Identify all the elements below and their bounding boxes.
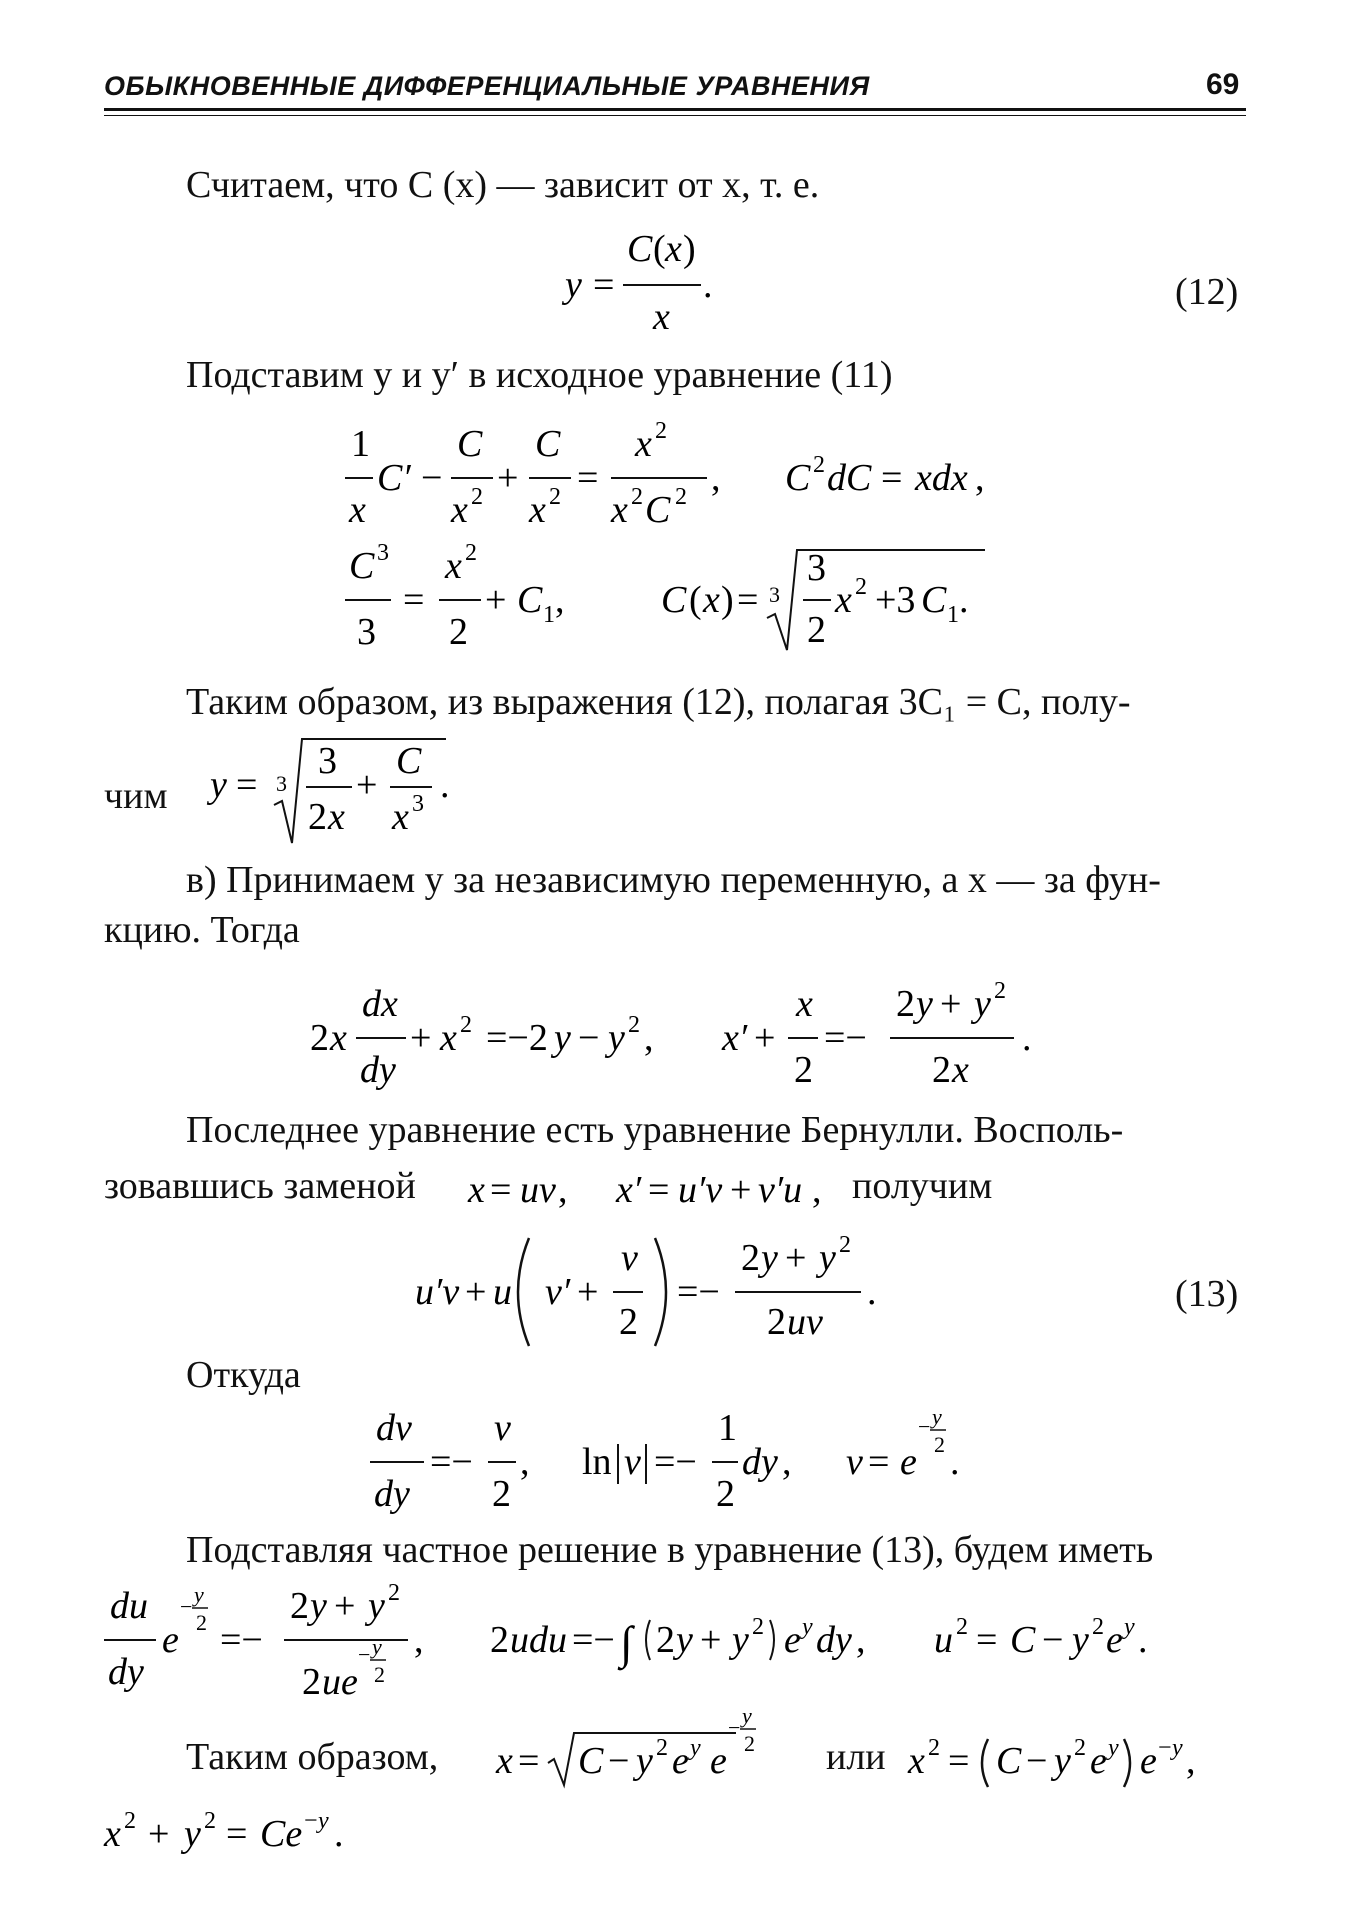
svg-text:2: 2	[492, 1473, 511, 1515]
svg-text:+: +	[465, 1271, 487, 1313]
svg-text:(: (	[653, 228, 666, 270]
svg-text:2: 2	[741, 1237, 760, 1279]
svg-text:y: y	[554, 1017, 571, 1059]
svg-text:3: 3	[377, 540, 389, 566]
equation-number-12: (12)	[1175, 271, 1239, 313]
equation-integration	[345, 538, 1025, 663]
equation-general-solution	[206, 733, 466, 858]
svg-text:2: 2	[896, 983, 915, 1025]
svg-text:y: y	[802, 1614, 813, 1640]
header-rule-thin	[104, 115, 1246, 116]
svg-text:1: 1	[947, 602, 959, 628]
equation-x-squared	[908, 1705, 1248, 1800]
svg-text:=−: =−	[430, 1441, 473, 1483]
svg-text:,: ,	[558, 1169, 568, 1211]
equation-substitution	[345, 418, 1025, 543]
svg-text:dv: dv	[376, 1407, 412, 1449]
svg-text:y: y	[194, 1582, 204, 1607]
svg-text:dy: dy	[360, 1049, 396, 1091]
svg-text:2: 2	[204, 1808, 216, 1834]
page-header-title: ОБЫКНОВЕННЫЕ ДИФФЕРЕНЦИАЛЬНЫЕ УРАВНЕНИЯ	[104, 71, 870, 101]
svg-text:3: 3	[357, 611, 376, 653]
svg-text:y: y	[636, 1740, 653, 1782]
svg-text:x: x	[445, 545, 462, 587]
svg-text:,: ,	[644, 1017, 654, 1059]
svg-text:,: ,	[555, 579, 565, 621]
svg-text:x: x	[796, 983, 813, 1025]
svg-text:3: 3	[412, 791, 424, 817]
svg-text:e: e	[900, 1441, 917, 1483]
svg-text:y: y	[676, 1619, 693, 1661]
svg-text:2: 2	[465, 540, 477, 566]
page-number: 69	[1206, 68, 1240, 101]
svg-text:.: .	[334, 1813, 344, 1855]
svg-text:=: =	[226, 1813, 248, 1855]
svg-text:e: e	[784, 1619, 801, 1661]
paragraph-4: в) Принимаем y за независимую переменную, а x — за фун-	[186, 859, 1161, 901]
svg-text:2: 2	[675, 484, 687, 510]
svg-text:C: C	[627, 228, 653, 270]
svg-text:2: 2	[549, 484, 561, 510]
svg-text:y: y	[310, 1585, 327, 1627]
svg-text:v: v	[846, 1441, 863, 1483]
svg-text:=: =	[881, 457, 903, 499]
svg-text:2: 2	[374, 1662, 385, 1687]
svg-text:x: x	[496, 1740, 513, 1782]
paragraph-6: Откуда	[186, 1354, 301, 1396]
svg-text:+: +	[485, 579, 507, 621]
svg-text:+: +	[148, 1813, 170, 1855]
svg-text:uv: uv	[787, 1301, 823, 1343]
svg-text:2: 2	[813, 452, 825, 478]
svg-text:C: C	[661, 579, 687, 621]
svg-text:+: +	[356, 764, 378, 806]
svg-text:y: y	[932, 1404, 942, 1429]
svg-text:−: −	[1026, 1740, 1048, 1782]
svg-text:=: =	[868, 1441, 890, 1483]
paragraph-5-end: получим	[852, 1165, 993, 1207]
svg-text:udu: udu	[510, 1619, 567, 1661]
paragraph-7: Подставляя частное решение в уравнение (13), будем иметь	[186, 1529, 1154, 1571]
svg-text:C: C	[921, 579, 947, 621]
svg-text:−: −	[578, 1017, 600, 1059]
svg-text:y: y	[690, 1735, 701, 1761]
svg-text:e: e	[1106, 1619, 1123, 1661]
svg-text:2: 2	[752, 1614, 764, 1640]
svg-text:2: 2	[449, 611, 468, 653]
svg-text:−: −	[1042, 1619, 1064, 1661]
svg-text:2: 2	[655, 418, 667, 444]
equation-number-13: (13)	[1175, 1273, 1239, 1315]
paragraph-5-cont: зовавшись заменой	[104, 1165, 416, 1207]
svg-text:=: =	[577, 457, 599, 499]
svg-text:C: C	[396, 740, 422, 782]
svg-text:x: x	[703, 579, 720, 621]
equation-final	[104, 1790, 424, 1875]
svg-text:ln: ln	[582, 1441, 612, 1483]
svg-text:2: 2	[656, 1735, 668, 1761]
paragraph-8-or: или	[826, 1736, 886, 1778]
svg-text:+: +	[754, 1017, 776, 1059]
equation-u-solution	[104, 1578, 1244, 1713]
svg-text:−: −	[918, 1414, 931, 1439]
svg-text:C: C	[645, 489, 671, 531]
svg-text:.: .	[703, 264, 713, 306]
svg-text:u: u	[934, 1619, 953, 1661]
equation-v-solution	[370, 1400, 990, 1525]
svg-text:x: x	[952, 1049, 969, 1091]
svg-text:,: ,	[520, 1441, 530, 1483]
svg-text:−: −	[608, 1740, 630, 1782]
svg-text:2: 2	[934, 1432, 945, 1457]
svg-text:y: y	[184, 1813, 201, 1855]
svg-text:x′: x′	[722, 1017, 748, 1059]
svg-text:−: −	[180, 1594, 193, 1619]
svg-text:): )	[683, 228, 696, 270]
svg-text:−: −	[728, 1715, 741, 1740]
svg-text:−: −	[421, 457, 443, 499]
svg-text:=: =	[737, 579, 759, 621]
svg-text:x: x	[330, 1017, 347, 1059]
svg-text:2: 2	[767, 1301, 786, 1343]
svg-text:.: .	[950, 1441, 960, 1483]
svg-text:y: y	[742, 1703, 752, 1728]
svg-text:y: y	[819, 1237, 836, 1279]
svg-text:∫: ∫	[620, 1617, 633, 1668]
svg-text:y: y	[916, 983, 933, 1025]
equation-substitution-uv	[468, 1156, 828, 1221]
svg-text:2: 2	[994, 978, 1006, 1004]
svg-text:=: =	[948, 1740, 970, 1782]
svg-text:2: 2	[807, 609, 826, 651]
svg-text:,: ,	[782, 1441, 792, 1483]
svg-text:v′u: v′u	[758, 1169, 803, 1211]
svg-text:y: y	[732, 1619, 749, 1661]
svg-text:3: 3	[276, 771, 287, 796]
svg-text:y: y	[368, 1585, 385, 1627]
svg-text:x: x	[104, 1813, 121, 1855]
svg-text:e: e	[1140, 1740, 1157, 1782]
svg-text:C′: C′	[377, 457, 411, 499]
svg-text:2: 2	[388, 1580, 400, 1606]
svg-text:2: 2	[1074, 1735, 1086, 1761]
svg-text:dy: dy	[742, 1441, 778, 1483]
svg-text:2: 2	[839, 1232, 851, 1258]
svg-text:y: y	[1072, 1619, 1089, 1661]
svg-text:,: ,	[856, 1619, 866, 1661]
paragraph-1: Считаем, что C (x) — зависит от x, т. е.	[186, 164, 820, 206]
svg-text:2: 2	[1092, 1614, 1104, 1640]
paragraph-4-cont: кцию. Тогда	[104, 909, 300, 951]
svg-text:,: ,	[711, 457, 721, 499]
svg-text:=−: =−	[220, 1619, 263, 1661]
svg-text:uv: uv	[520, 1169, 556, 1211]
svg-text:dx: dx	[362, 983, 398, 1025]
svg-text:y: y	[608, 1017, 625, 1059]
svg-text:,: ,	[975, 457, 985, 499]
svg-text:C: C	[996, 1740, 1022, 1782]
svg-text:+: +	[410, 1017, 432, 1059]
svg-text:=: =	[236, 764, 258, 806]
svg-text:2: 2	[310, 1017, 329, 1059]
svg-text:2: 2	[619, 1301, 638, 1343]
equation-12	[565, 225, 765, 350]
svg-text:x: x	[835, 579, 852, 621]
svg-text:2: 2	[932, 1049, 951, 1091]
svg-text:.: .	[1022, 1017, 1032, 1059]
svg-text:2: 2	[744, 1731, 755, 1756]
svg-text:2: 2	[124, 1808, 136, 1834]
svg-text:=: =	[518, 1740, 540, 1782]
svg-text:+: +	[334, 1585, 356, 1627]
svg-text:C: C	[349, 545, 375, 587]
svg-text:y: y	[318, 1808, 329, 1834]
svg-text:+: +	[785, 1237, 807, 1279]
svg-text:+: +	[577, 1271, 599, 1313]
svg-text:2: 2	[656, 1619, 675, 1661]
svg-text:x: x	[908, 1740, 925, 1782]
svg-text:x: x	[451, 489, 468, 531]
svg-text:−: −	[358, 1642, 371, 1667]
svg-text:y: y	[1108, 1735, 1119, 1761]
svg-text:x: x	[665, 228, 682, 270]
svg-text:C: C	[578, 1740, 604, 1782]
svg-text:+: +	[940, 983, 962, 1025]
svg-text:.: .	[959, 579, 969, 621]
svg-text:C: C	[517, 579, 543, 621]
svg-text:Ce: Ce	[260, 1813, 303, 1855]
paragraph-5: Последнее уравнение есть уравнение Бернулли. Восполь-	[186, 1109, 1124, 1151]
svg-text:,: ,	[1186, 1740, 1196, 1782]
svg-text:e: e	[672, 1740, 689, 1782]
svg-text:y: y	[372, 1634, 382, 1659]
svg-text:.: .	[440, 764, 450, 806]
svg-text:x: x	[349, 489, 366, 531]
svg-text:x: x	[653, 296, 670, 338]
svg-text:x: x	[529, 489, 546, 531]
svg-text:x: x	[328, 796, 345, 838]
paragraph-3-cont: чим	[104, 775, 168, 817]
svg-text:dy: dy	[816, 1619, 852, 1661]
svg-text:y: y	[1124, 1614, 1135, 1640]
paragraph-2: Подставим y и y′ в исходное уравнение (11)	[186, 354, 893, 396]
svg-text:dC: dC	[827, 457, 872, 499]
svg-text:e: e	[710, 1740, 727, 1782]
paragraph-3: Таким образом, из выражения (12), полагая 3C₁ = C, полу-	[186, 681, 1131, 723]
svg-text:=−: =−	[654, 1441, 697, 1483]
equation-13	[415, 1220, 895, 1355]
svg-text:e: e	[1090, 1740, 1107, 1782]
svg-text:2: 2	[628, 1012, 640, 1038]
svg-text:=−2: =−2	[486, 1017, 548, 1059]
svg-text:v: v	[621, 1237, 638, 1279]
svg-text:dy: dy	[108, 1651, 144, 1693]
svg-text:1: 1	[351, 423, 370, 465]
svg-text:2: 2	[855, 574, 867, 600]
svg-text:1: 1	[543, 602, 555, 628]
svg-text:v′: v′	[545, 1271, 571, 1313]
svg-text:x: x	[468, 1169, 485, 1211]
svg-text:=: =	[403, 579, 425, 621]
svg-text:C: C	[457, 423, 483, 465]
svg-text:2: 2	[716, 1473, 735, 1515]
svg-text:3: 3	[807, 547, 826, 589]
svg-text:x: x	[635, 423, 652, 465]
svg-text:2: 2	[471, 484, 483, 510]
svg-text:2: 2	[631, 484, 643, 510]
svg-text:2: 2	[196, 1610, 207, 1635]
svg-text:2: 2	[308, 796, 327, 838]
svg-text:1: 1	[718, 1407, 737, 1449]
svg-text:u′v: u′v	[415, 1271, 460, 1313]
svg-text:,: ,	[414, 1619, 424, 1661]
svg-text:y: y	[761, 1237, 778, 1279]
svg-text:+3: +3	[875, 579, 916, 621]
svg-text:=−: =−	[677, 1271, 720, 1313]
svg-text:−: −	[1158, 1735, 1172, 1761]
svg-text:=: =	[976, 1619, 998, 1661]
svg-text:u′v: u′v	[678, 1169, 723, 1211]
svg-text:y: y	[1054, 1740, 1071, 1782]
svg-text:C: C	[785, 457, 811, 499]
svg-text:y: y	[974, 983, 991, 1025]
svg-text:v: v	[494, 1407, 511, 1449]
svg-text:ue: ue	[322, 1661, 358, 1703]
svg-text:=−: =−	[572, 1619, 615, 1661]
svg-text:2: 2	[794, 1049, 813, 1091]
svg-text:xdx: xdx	[915, 457, 968, 499]
svg-text:=−: =−	[824, 1017, 867, 1059]
svg-text:2: 2	[460, 1012, 472, 1038]
svg-text:x: x	[611, 489, 628, 531]
svg-text:x: x	[392, 796, 409, 838]
svg-text:(: (	[689, 579, 702, 621]
svg-text:2: 2	[928, 1735, 940, 1761]
paragraph-8: Таким образом,	[186, 1736, 439, 1778]
svg-text:u: u	[493, 1271, 512, 1313]
svg-text:x′: x′	[616, 1169, 642, 1211]
svg-text:dy: dy	[374, 1473, 410, 1515]
svg-text:2: 2	[302, 1661, 321, 1703]
header-rule	[104, 108, 1246, 111]
svg-text:.: .	[1138, 1619, 1148, 1661]
svg-text:3: 3	[769, 582, 780, 607]
svg-text:y: y	[565, 264, 582, 306]
svg-text:e: e	[162, 1619, 179, 1661]
svg-text:=: =	[648, 1169, 670, 1211]
svg-text:+: +	[497, 457, 519, 499]
svg-text:2: 2	[490, 1619, 509, 1661]
svg-text:=: =	[593, 264, 615, 306]
svg-text:2: 2	[290, 1585, 309, 1627]
svg-text:3: 3	[318, 740, 337, 782]
svg-text:du: du	[110, 1585, 148, 1627]
svg-text:y: y	[210, 764, 227, 806]
svg-text:): )	[721, 579, 734, 621]
svg-text:.: .	[867, 1271, 877, 1313]
svg-text:,: ,	[812, 1169, 822, 1211]
svg-text:C: C	[535, 423, 561, 465]
svg-text:v: v	[624, 1441, 641, 1483]
svg-text:y: y	[1172, 1735, 1183, 1761]
svg-text:−: −	[304, 1808, 318, 1834]
svg-text:+: +	[730, 1169, 752, 1211]
svg-text:x: x	[440, 1017, 457, 1059]
svg-text:+: +	[700, 1619, 722, 1661]
svg-text:2: 2	[956, 1614, 968, 1640]
equation-bernoulli	[310, 978, 1070, 1103]
svg-text:=: =	[490, 1169, 512, 1211]
equation-x-solution	[496, 1705, 806, 1800]
svg-text:C: C	[1010, 1619, 1036, 1661]
